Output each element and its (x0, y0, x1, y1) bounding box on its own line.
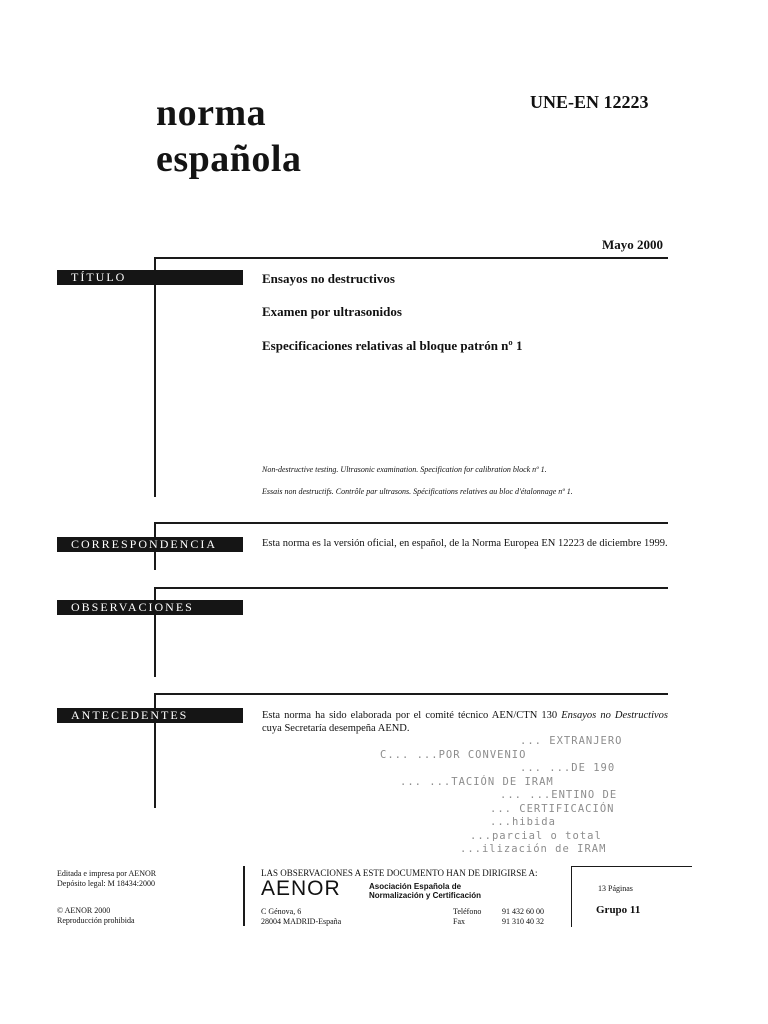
correspondencia-label: CORRESPONDENCIA (57, 537, 243, 552)
pages-group-box (571, 866, 692, 927)
fax-label: Fax (453, 917, 465, 926)
fax-number: 91 310 40 32 (502, 917, 544, 926)
title-line-1: Ensayos no destructivos (262, 271, 395, 286)
publication-date: Mayo 2000 (602, 237, 664, 252)
antecedentes-rule (155, 693, 668, 695)
antecedentes-text-post: cuya Secretaría desempeña AEND. (262, 723, 410, 734)
org-name-1: Asociación Española de (369, 882, 462, 891)
phone-number: 91 432 60 00 (502, 907, 544, 916)
antecedentes-text-italic: Ensayos no Destructivos (561, 710, 668, 721)
page-count: 13 Páginas (598, 884, 633, 893)
stamp-line: ... EXTRANJERO (520, 735, 623, 747)
observaciones-label: OBSERVACIONES (57, 600, 243, 615)
french-title: Essais non destructifs. Contrôle par ultrasons. Spécifications relatives au bloc d'étalonnage nº 1. (262, 487, 573, 496)
address-line-2: 28004 MADRID-España (261, 917, 342, 926)
stamp-line: ...ilización de IRAM (460, 843, 607, 855)
standard-code: UNE-EN 12223 (530, 92, 649, 112)
observations-notice: LAS OBSERVACIONES A ESTE DOCUMENTO HAN DE DIRIGIRSE A: (261, 868, 538, 878)
stamp-line: ... CERTIFICACIÓN (490, 802, 615, 815)
antecedentes-label: ANTECEDENTES (57, 708, 243, 723)
titulo-label: TÍTULO (57, 270, 243, 285)
correspondencia-rule (155, 522, 668, 524)
antecedentes-text-pre: Esta norma ha sido elaborada por el comité técnico AEN/CTN 130 (262, 710, 562, 721)
aenor-logo: AENOR (261, 877, 341, 900)
edited-by: Editada e impresa por AENOR (57, 869, 157, 878)
stamp-line: ...hibida (490, 816, 556, 828)
stamp-line: ...parcial o total (470, 829, 602, 842)
phone-label: Teléfono (453, 907, 482, 916)
english-title: Non-destructive testing. Ultrasonic examination. Specification for calibration block nº 1. (262, 465, 547, 474)
reproduction-notice: Reproducción prohibida (57, 916, 135, 925)
brand-title (156, 90, 301, 182)
legal-deposit: Depósito legal: M 18434:2000 (57, 879, 155, 888)
stamp-line: ... ...DE 190 (520, 762, 616, 774)
observaciones-rule (155, 587, 668, 589)
titulo-vrule (154, 257, 156, 497)
org-name-2: Normalización y Certificación (369, 891, 482, 900)
correspondencia-text: Esta norma es la versión oficial, en español, de la Norma Europea EN 12223 de diciembre 1999. (262, 538, 668, 549)
title-line-2: Examen por ultrasonidos (262, 304, 402, 319)
stamp-line: ... ...ENTINO DE (500, 789, 618, 801)
stamp-line: C... ...POR CONVENIO (380, 748, 527, 761)
copyright: © AENOR 2000 (57, 906, 111, 915)
address-line-1: C Génova, 6 (261, 907, 302, 916)
footer-divider (243, 866, 245, 926)
group-number: Grupo 11 (596, 904, 641, 916)
brand-line-2: española (156, 138, 302, 180)
stamp-line: ... ...TACIÓN DE IRAM (400, 775, 554, 788)
brand-line-1: norma (156, 92, 267, 134)
title-line-3: Especificaciones relativas al bloque patrón nº 1 (262, 338, 523, 353)
titulo-rule (155, 257, 668, 259)
antecedentes-text (262, 709, 668, 735)
faded-stamp (380, 735, 650, 857)
